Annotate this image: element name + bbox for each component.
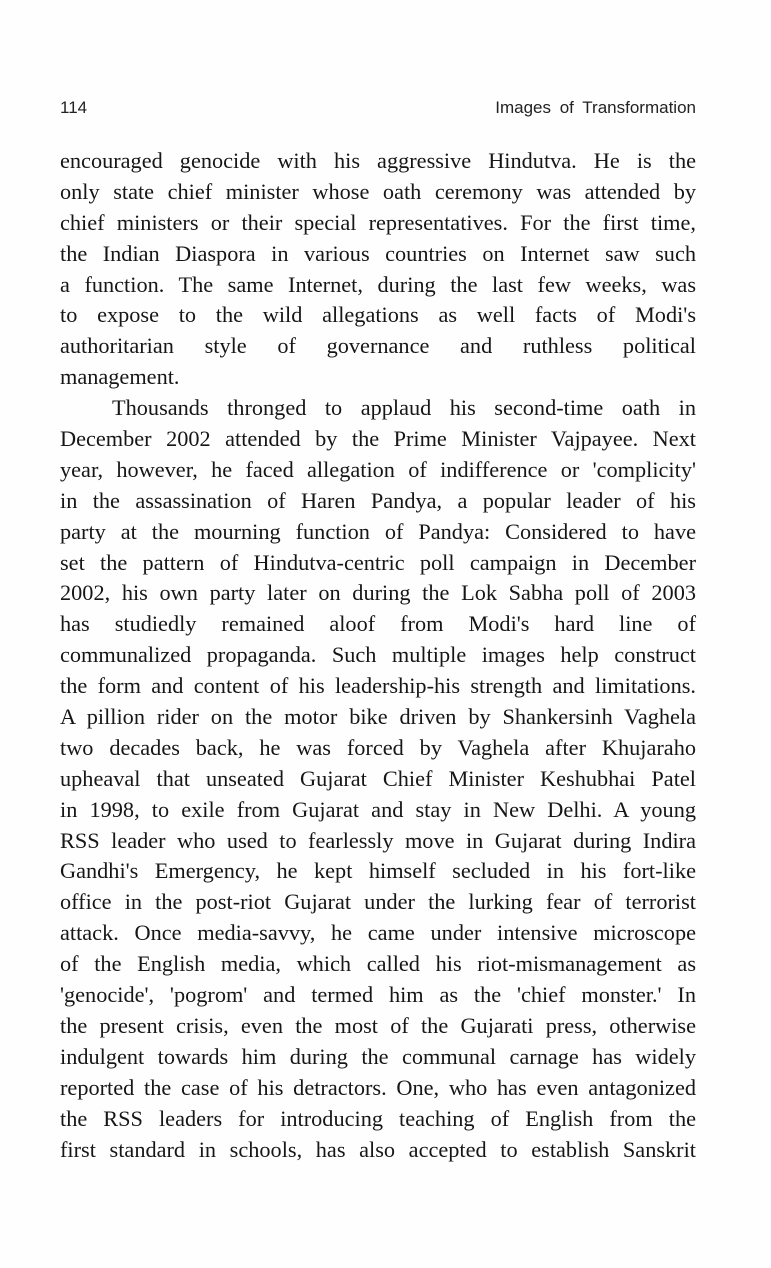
text-line: upheaval that unseated Gujarat Chief Minister Keshubhai Patel <box>60 765 696 791</box>
text-line: has studiedly remained aloof from Modi's hard line of <box>60 611 696 637</box>
text-line: authoritarian style of governance and ruthless political <box>60 333 696 359</box>
text-line: only state chief minister whose oath ceremony was attended by <box>60 178 696 204</box>
text-line: party at the mourning function of Pandya: Considered to have <box>60 518 696 544</box>
running-title: Images of Transformation <box>495 98 696 117</box>
text-line: the Indian Diaspora in various countries on Internet saw such <box>60 240 696 266</box>
text-line: 'genocide', 'pogrom' and termed him as the 'chief monster.' In <box>60 982 696 1008</box>
running-header <box>60 98 696 120</box>
text-line: encouraged genocide with his aggressive Hindutva. He is the <box>60 148 696 173</box>
text-line: December 2002 attended by the Prime Minister Vajpayee. Next <box>60 426 696 452</box>
text-line: in the assassination of Haren Pandya, a popular leader of his <box>60 487 696 513</box>
text-line: the RSS leaders for introducing teaching of English from the <box>60 1105 696 1131</box>
text-line: A pillion rider on the motor bike driven by Shankersinh Vaghela <box>60 704 696 730</box>
body-text <box>60 146 696 1165</box>
text-line: a function. The same Internet, during the last few weeks, was <box>60 271 696 297</box>
text-line: year, however, he faced allegation of indifference or 'complicity' <box>60 456 696 482</box>
text-line: Thousands thronged to applaud his second-time oath in <box>112 395 696 421</box>
paragraph-2 <box>60 393 696 1165</box>
text-line: attack. Once media-savvy, he came under intensive microscope <box>60 920 696 946</box>
text-line: office in the post-riot Gujarat under the lurking fear of terrorist <box>60 889 696 915</box>
text-line: reported the case of his detractors. One, who has even antagonized <box>60 1074 696 1100</box>
text-line: in 1998, to exile from Gujarat and stay in New Delhi. A young <box>60 796 696 822</box>
paragraph-1 <box>60 146 696 393</box>
text-line: indulgent towards him during the communal carnage has widely <box>60 1043 696 1069</box>
text-line: 2002, his own party later on during the Lok Sabha poll of 2003 <box>60 580 696 606</box>
text-line: the form and content of his leadership-his strength and limitations. <box>60 673 696 699</box>
text-line: RSS leader who used to fearlessly move in Gujarat during Indira <box>60 827 696 853</box>
text-line: management. <box>60 364 180 390</box>
text-line: first standard in schools, has also accepted to establish Sanskrit <box>60 1136 696 1162</box>
text-line: of the English media, which called his riot-mismanagement as <box>60 951 696 977</box>
text-line: set the pattern of Hindutva-centric poll campaign in December <box>60 549 696 575</box>
text-line: chief ministers or their special representatives. For the first time, <box>60 209 696 235</box>
text-line: communalized propaganda. Such multiple images help construct <box>60 642 696 668</box>
text-line: two decades back, he was forced by Vaghela after Khujaraho <box>60 734 696 760</box>
text-line: the present crisis, even the most of the Gujarati press, otherwise <box>60 1012 696 1038</box>
text-line: to expose to the wild allegations as well facts of Modi's <box>60 302 696 328</box>
text-line: Gandhi's Emergency, he kept himself secluded in his fort-like <box>60 858 696 884</box>
page-number: 114 <box>60 98 88 117</box>
